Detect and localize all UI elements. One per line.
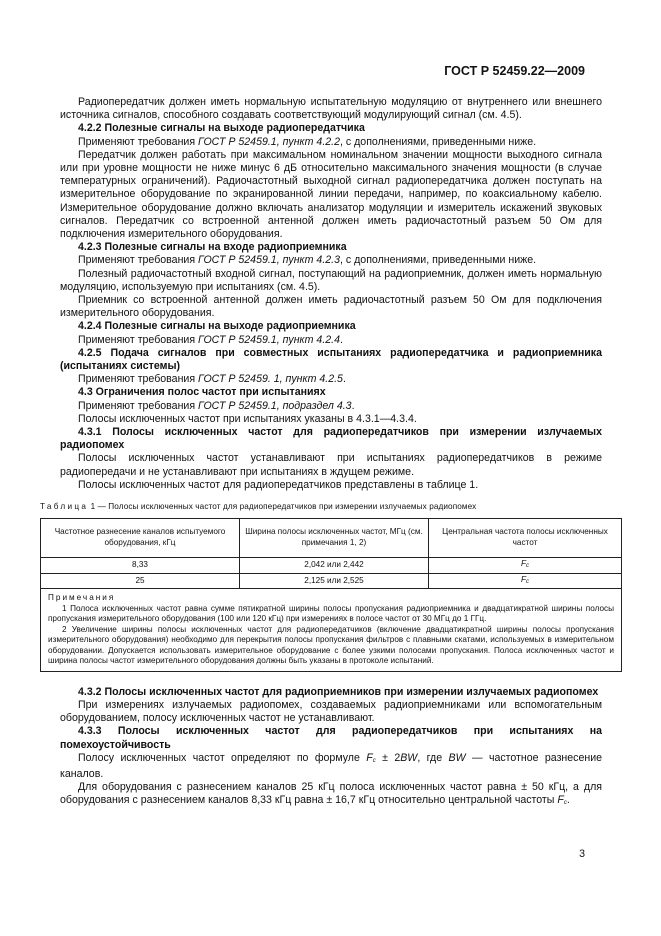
section-4-3-3-formula-text: Полосу исключенных частот определяют по формуле $F_c \pm 2BW$, где BW — частотное разнесение каналов.: [60, 751, 603, 781]
section-4-2-3-heading: 4.2.3 Полезные сигналы на входе радиоприемника: [78, 241, 347, 254]
document-body: [40, 96, 614, 811]
section-4-3-1-text2: Полосы исключенных частот для радиопередатчиков представлены в таблице 1.: [78, 478, 479, 491]
section-4-2-2-text: Передатчик должен работать при максимальном номинальном значении мощности выходного сигнала или при уровне мощности не ниже минус 6 дБ относительно максимального значения мощности (в случае температурных ограничений). Радиочастотный выходной сигнал радиопередатчика должен поступать на измерительное оборудование по экранированной линии передачи, например, по коаксиальному кабелю. Измерительное оборудование должно включать анализатор модуляции и измеритель искажений звуковых сигналов. Передатчик со встроенной антенной должен иметь радиочастотный разъем 50 Ом для подключения измерительного оборудования.: [60, 148, 602, 241]
table-caption: Таблица 1 — Полосы исключенных частот для радиопередатчиков при измерении излучаемых радиопомех: [40, 502, 477, 512]
section-4-2-2-requirements: Применяют требования ГОСТ Р 52459.1, пункт 4.2.2, с дополнениями, приведенными ниже.: [78, 135, 537, 148]
notes-title: Примечания: [48, 593, 116, 603]
table-cell-spacing: 8,33: [41, 558, 240, 574]
section-4-3-3-spacing-text: Для оборудования с разнесением каналов 25 кГц полоса исключенных частот равна ± 50 кГц, а для оборудования с разнесением каналов 8,33 кГц равна ± 16,7 кГц относительно центральной частоты $F_c$.: [60, 781, 602, 807]
document-id-header: ГОСТ Р 52459.22—2009: [444, 64, 585, 78]
section-4-2-3-text2: Приемник со встроенной антенной должен иметь радиочастотный разъем 50 Ом для подключения измерительного оборудования.: [60, 294, 602, 320]
section-4-2-4-requirements: Применяют требования ГОСТ Р 52459.1, пункт 4.2.4.: [78, 333, 343, 346]
section-4-3-2-text: При измерениях излучаемых радиопомех, создаваемых радиоприемниками или вспомогательным оборудованием, полосу исключенных частот не устанавливают.: [60, 699, 602, 725]
section-4-3-1-heading: 4.3.1 Полосы исключенных частот для радиопередатчиков при измерении излучаемых радиопомех: [60, 426, 602, 452]
table-notes-row: [41, 589, 622, 672]
paragraph-modulation: Радиопередатчик должен иметь нормальную испытательную модуляцию от внутреннего или внешнего источника сигналов, способного создавать соответствующий модулирующий сигнал (см. 4.5).: [60, 96, 602, 122]
note-1: 1 Полоса исключенных частот равна сумме пятикратной ширины полосы пропускания радиоприемника и двадцатикратной ширины полосы пропускания измерительного оборудования (100 или 120 кГц) при измерениях в полосе частот от 30 МГц до 1 ГГц.: [48, 603, 614, 624]
section-4-3-requirements: Применяют требования ГОСТ Р 52459.1, подраздел 4.3.: [78, 399, 355, 412]
table-header-cell: Центральная частота полосы исключенных частот: [429, 519, 622, 558]
table-header-row: [41, 519, 622, 558]
table-cell-center: $F_c$: [429, 558, 622, 574]
table-header-cell: Ширина полосы исключенных частот, МГц (см. примечания 1, 2): [240, 519, 429, 558]
table-cell-width: 2,125 или 2,525: [240, 573, 429, 589]
section-4-2-2-heading: 4.2.2 Полезные сигналы на выходе радиопередатчика: [78, 122, 365, 135]
section-4-3-1-text1: Полосы исключенных частот устанавливают при испытаниях радиопередатчиков в режиме радиопередачи и не устанавливают при испытаниях в ждущем режиме.: [60, 452, 602, 478]
table-header-cell: Частотное разнесение каналов испытуемого оборудования, кГц: [41, 519, 240, 558]
note-2: 2 Увеличение ширины полосы исключенных частот для радиопередатчиков (включение двадцатикратной ширины полосы пропускания измерительного оборудования) необходимо для перекрытия полосы пропускания фильтров с плавными скатами, используемых в измерительном оборудовании. Допускается использовать измерительное оборудование с более узкими полосами пропускания. Полоса исключенных частот и ширина полосы частот измерительного оборудования должны быть указаны в протоколе испытаний.: [48, 624, 614, 666]
table-row: [41, 573, 622, 589]
section-4-2-5-requirements: Применяют требования ГОСТ Р 52459. 1, пункт 4.2.5.: [78, 373, 346, 386]
table-notes: [41, 589, 622, 672]
section-4-2-4-heading: 4.2.4 Полезные сигналы на выходе радиоприемника: [78, 320, 356, 333]
section-4-2-5-heading: 4.2.5 Подача сигналов при совместных испытаниях радиопередатчика и радиоприемника (испытаниях системы): [60, 346, 602, 373]
table-row: [41, 558, 622, 574]
section-4-3-text: Полосы исключенных частот при испытаниях указаны в 4.3.1—4.3.4.: [78, 412, 417, 425]
table-cell-spacing: 25: [41, 573, 240, 589]
section-4-2-3-text1: Полезный радиочастотный входной сигнал, поступающий на радиоприемник, должен иметь нормальную модуляцию, используемую при испытаниях (см. 4.5).: [60, 267, 602, 293]
section-4-3-2-heading: 4.3.2 Полосы исключенных частот для радиоприемников при измерении излучаемых радиопомех: [78, 685, 599, 698]
exclusion-band-table: [40, 518, 622, 672]
table-cell-width: 2,042 или 2,442: [240, 558, 429, 574]
table-cell-center: $F_c$: [429, 573, 622, 589]
section-4-3-heading: 4.3 Ограничения полос частот при испытаниях: [78, 386, 326, 399]
section-4-2-3-requirements: Применяют требования ГОСТ Р 52459.1, пункт 4.2.3, с дополнениями, приведенными ниже.: [78, 254, 537, 267]
page-number: 3: [579, 848, 585, 860]
section-4-3-3-heading: 4.3.3 Полосы исключенных частот для радиопередатчиков при испытаниях на помехоустойчивость: [60, 725, 602, 751]
